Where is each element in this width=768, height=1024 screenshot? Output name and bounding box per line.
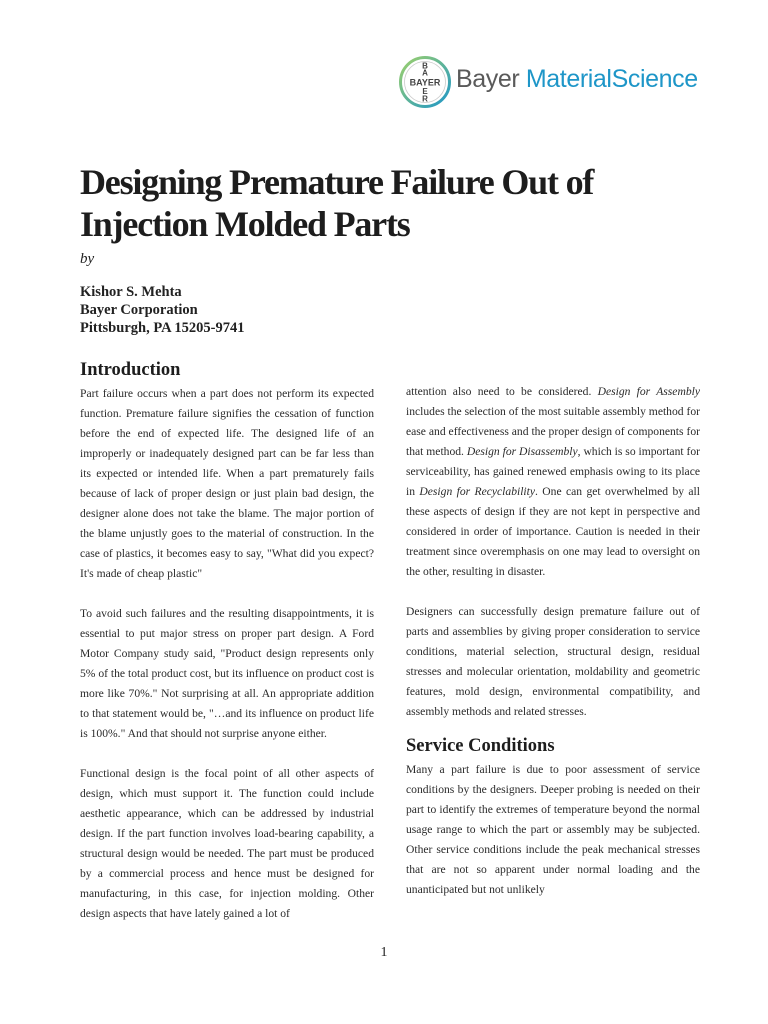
service-conditions-paragraph: Many a part failure is due to poor assessment of service conditions by the designers. Deeper probing is needed on their part to identify the extremes of temperature beyond the normal usage range to which the part or assembly may be subjected. Other service conditions include the peak mechanical stresses that are not so apparent under normal loading and the unanticipated but not unlikely	[406, 763, 700, 896]
service-conditions-heading: Service Conditions	[406, 736, 555, 756]
svg-text:A: A	[422, 68, 428, 78]
author-block	[80, 283, 244, 337]
author-name: Kishor S. Mehta	[80, 284, 182, 300]
introduction-heading: Introduction	[80, 360, 181, 380]
bayer-logo	[398, 55, 708, 111]
author-company: Bayer Corporation	[80, 302, 198, 318]
intro-paragraph-3: Functional design is the focal point of all other aspects of design, which must support it. The function could include aesthetic appearance, which can be addressed by industrial design. If the part function involves load-bearing capability, a structural design would be needed. The part must be produced by a commercial process and hence must be designed for manufacturing, in this case, for injection molding. Other design aspects that have lately gained a lot of	[80, 767, 374, 920]
byline: by	[80, 251, 95, 267]
design-aspects-paragraph: attention also need to be considered. Design for Assembly includes the selection of the most suitable assembly method for ease and effectiveness and the proper design of components for that method. Design for Disassembly, which is so important for serviceability, has gained renewed emphasis owing to its place in Design for Recyclability. One can get overwhelmed by all these aspects of design if they are not kept in perspective and considered in order of importance. Caution is needed in their treatment since overemphasis on one may lead to oversight on the other, resulting in disaster.	[406, 385, 701, 578]
intro-paragraph-2: To avoid such failures and the resulting disappointments, it is essential to put major stress on proper part design. A Ford Motor Company study said, "Product design represents only 5% of the total product cost, but its influence on product cost is more like 70%." Not surprising at all. An appropriate addition to that statement would be, "…and its influence on product life is 100%." And that should not surprise anyone either.	[80, 607, 374, 740]
document-title: Designing Premature Failure Out of Injection Molded Parts	[80, 162, 594, 244]
design-for-disassembly-term: Design for Disassembly	[466, 445, 578, 458]
design-for-assembly-term: Design for Assembly	[597, 385, 700, 398]
left-column	[80, 358, 374, 924]
intro-paragraph-1: Part failure occurs when a part does not perform its expected function. Premature failure signifies the cessation of function before the end of expected life. The designed life of an improperly or inadequately designed part can be far less than its expected or intended life. When a part prematurely fails because of lack of proper design or just plain bad design, the designer alone does not take the blame. The major portion of the blame unjustly goes to the material of construction. In the case of plastics, it becomes easy to say, "What did you expect? It's made of cheap plastic"	[80, 387, 374, 580]
logo-brand: Bayer	[456, 65, 520, 93]
page-number: 1	[380, 945, 388, 960]
svg-text:E: E	[422, 87, 428, 96]
svg-text:R: R	[422, 94, 428, 104]
right-column	[406, 382, 700, 900]
designers-paragraph: Designers can successfully design premature failure out of parts and assemblies by giving proper consideration to service conditions, material selection, structural design, residual stresses and molecular orientation, moldability and geometric features, mold design, environmental compatibility, and assembly methods and related stresses.	[406, 605, 700, 718]
svg-text:B: B	[422, 61, 428, 71]
svg-text:BAYER: BAYER	[409, 77, 441, 88]
logo-division: MaterialScience	[525, 65, 698, 93]
author-address: Pittsburgh, PA 15205-9741	[80, 320, 245, 336]
design-for-recyclability-term: Design for Recyclability	[419, 485, 536, 498]
bayer-cross-icon	[398, 55, 452, 109]
